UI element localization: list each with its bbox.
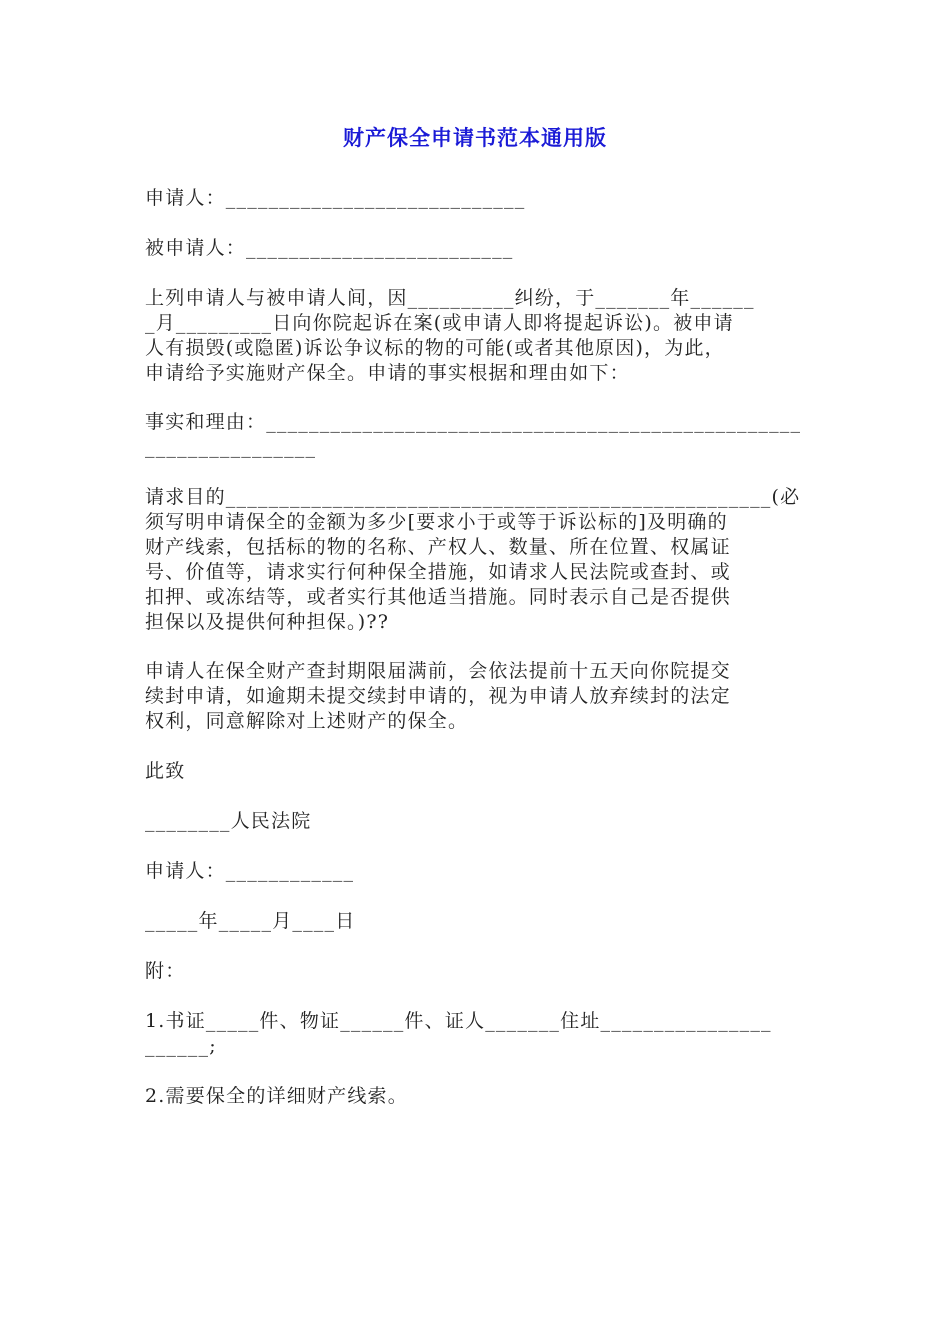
attachment-item-2: 2.需要保全的详细财产线索。 [145, 1085, 408, 1107]
salutation-line: 此致 [145, 760, 186, 782]
attachment-item-1: 1.书证_____件、物证______件、证人_______住址________________ ______; [145, 1010, 772, 1057]
document-title: 财产保全申请书范本通用版 [343, 126, 607, 150]
attachments-label: 附： [145, 960, 186, 982]
court-line: ________人民法院 [145, 810, 312, 832]
renewal-paragraph: 申请人在保全财产查封期限届满前，会依法提前十五天向你院提交 续封申请，如逾期未提交续封申请的，视为申请人放弃续封的法定 权利，同意解除对上述财产的保全。 [145, 660, 731, 732]
applicant-signature-line: 申请人：____________ [145, 860, 355, 882]
respondent-line: 被申请人：_________________________ [145, 237, 514, 259]
facts-paragraph: 事实和理由：__________________________________________________ ________________ [145, 411, 802, 458]
request-paragraph: 请求目的___________________________________________________(必 须写明申请保全的金额为多少[要求小于或等于诉讼标的]及明确的 财产线索，包括标的物的名称、产权人、数量、所在位置、权属证 号、价值等，请求实行何种保全措施，如请求人民法院或查封、或 扣押、或冻结等，或者实行其他适当措施。同时表示自己是否提供 担保以及提供何种担保。)?? [145, 486, 801, 633]
intro-paragraph: 上列申请人与被申请人间，因__________纠纷，于_______年______ _月_________日向你院起诉在案(或申请人即将提起诉讼)。被申请 人有损毁(或隐匿)诉讼争议标的物的可能(或者其他原因)，为此， 申请给予实施财产保全。申请的事实根据和理由如下： [145, 287, 755, 384]
applicant-line: 申请人：____________________________ [145, 187, 526, 209]
date-line: _____年_____月____日 [145, 910, 356, 932]
